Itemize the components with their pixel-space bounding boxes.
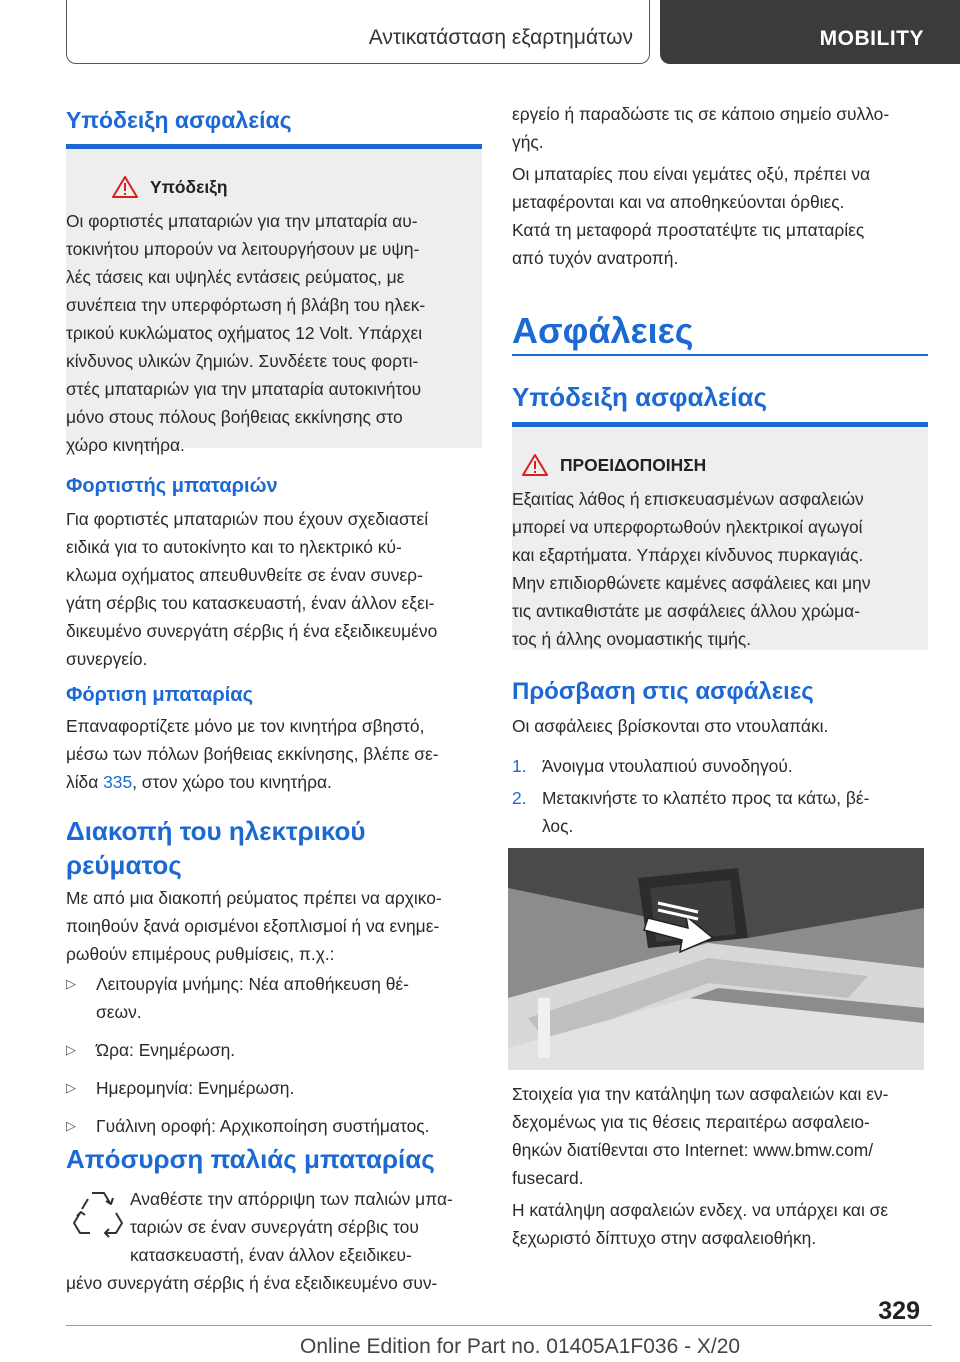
disposal-paragraph <box>130 1185 482 1269</box>
warning-line: τις αντικαθιστάτε με ασφάλειες άλλου χρώμα- <box>512 601 861 621</box>
list-item-text: Γυάλινη οροφή: Αρχικοποίηση συστήματος. <box>96 1116 430 1136</box>
warning-line: τος ή άλλης ονομαστικής τιμής. <box>512 629 752 649</box>
continued-line: Κατά τη μεταφορά προστατέψτε τις μπαταρίες <box>512 220 865 240</box>
step-number: 1. <box>512 756 527 776</box>
warning-line: μπορεί να υπερφορτωθούν ηλεκτρικοί αγωγοί <box>512 517 863 537</box>
after-paragraph <box>512 1080 928 1252</box>
disposal-line: κατασκευαστή, έναν άλλον εξειδικευ- <box>130 1245 412 1265</box>
note-line: χώρο κινητήρα. <box>66 435 185 455</box>
header-chapter-tab <box>660 0 960 64</box>
triangle-bullet-icon: ▷ <box>66 1118 76 1133</box>
charger-heading: Φορτιστής μπαταριών <box>66 475 278 497</box>
charger-line: γάτη σέρβις του κατασκευαστή, έναν άλλον εξει- <box>66 593 435 613</box>
warning-line: Μην επιδιορθώνετε καμένες ασφάλειες και μην <box>512 573 871 593</box>
charger-line: ειδικά για το αυτοκίνητο και το ηλεκτρικό κύ- <box>66 537 402 557</box>
list-item <box>66 1074 482 1102</box>
header-section-tab <box>66 0 650 64</box>
page-link-335[interactable]: 335 <box>103 772 133 792</box>
after-line: Στοιχεία για την κατάληψη των ασφαλειών και εν- <box>512 1084 889 1104</box>
charging-paragraph <box>66 712 482 796</box>
settings-list <box>66 970 482 1140</box>
warning-icon <box>522 453 548 477</box>
continued-paragraph <box>512 100 928 272</box>
continued-line: μεταφέρονται και να αποθηκεύονται όρθιες. <box>512 192 845 212</box>
charging-text: , στον χώρο του κινητήρα. <box>132 772 332 792</box>
access-intro: Οι ασφάλειες βρίσκονται στο ντουλαπάκι. <box>512 716 829 736</box>
disposal-line: μένο συνεργάτη σέρβις ή ένα εξειδικευμένο συν- <box>66 1273 438 1293</box>
steps-list <box>512 752 928 840</box>
safety-heading-right: Υπόδειξη ασφαλείας <box>512 382 768 412</box>
list-item-text: Ώρα: Ενημέρωση. <box>96 1040 236 1060</box>
access-heading: Πρόσβαση στις ασφάλειες <box>512 678 814 705</box>
warning-line: και εξαρτήματα. Υπάρχει κίνδυνος πυρκαγιάς. <box>512 545 864 565</box>
charging-line: μέσω των πόλων βοήθειας εκκίνησης, βλέπε σε- <box>66 744 439 764</box>
note-line: στές μπαταριών για την μπαταρία αυτοκινήτου <box>66 379 422 399</box>
note-line: λές τάσεις και υψηλές εντάσεις ρεύματος, με <box>66 267 405 287</box>
note-line: συνέπεια την υπερφόρτωση ή βλάβη του ηλεκ- <box>66 295 426 315</box>
list-item-text: σεων. <box>96 1002 142 1022</box>
note-box <box>66 144 482 455</box>
safety-heading: Υπόδειξη ασφαλείας <box>66 107 292 133</box>
after-line: fusecard. <box>512 1168 584 1188</box>
charger-line: δικευμένο συνεργάτη σέρβις ή ένα εξειδικευμένο <box>66 621 438 641</box>
note-box-header <box>112 175 228 199</box>
interrupt-heading <box>66 814 366 882</box>
chapter-title: MOBILITY <box>819 27 924 50</box>
section-title: Αντικατάσταση εξαρτημάτων <box>368 26 633 49</box>
step-item <box>512 784 928 840</box>
continued-line: εργείο ή παραδώστε τις σε κάποιο σημείο συλλο- <box>512 104 890 124</box>
glovebox-illustration <box>508 848 924 1070</box>
triangle-bullet-icon: ▷ <box>66 976 76 991</box>
page-number: 329 <box>878 1297 920 1325</box>
charger-line: συνεργείο. <box>66 649 148 669</box>
list-item <box>66 1112 482 1140</box>
note-line: τοκινήτου μπορούν να λειτουργήσουν με υψη- <box>66 239 420 259</box>
charging-text: λίδα <box>66 772 104 792</box>
charging-line <box>66 768 482 796</box>
recycle-icon <box>70 1185 126 1241</box>
note-line: κίνδυνος υλικών ζημιών. Συνδέετε τους φορτι- <box>66 351 419 371</box>
list-item <box>66 1036 482 1064</box>
interrupt-heading-line: ρεύματος <box>66 850 182 880</box>
list-item-text: Ημερομηνία: Ενημέρωση. <box>96 1078 295 1098</box>
continued-line: γής. <box>512 132 544 152</box>
warning-line: Εξαιτίας λάθος ή επισκευασμένων ασφαλειών <box>512 489 864 509</box>
warning-box <box>512 422 928 650</box>
warning-icon <box>112 175 138 199</box>
disposal-line: ταριών σε έναν συνεργάτη σέρβις του <box>130 1217 419 1237</box>
interrupt-line: ρωθούν επιμέρους ρυθμίσεις, π.χ.: <box>66 944 335 964</box>
disposal-line: Αναθέστε την απόρριψη των παλιών μπα- <box>130 1189 453 1209</box>
step-item <box>512 752 928 780</box>
charging-heading: Φόρτιση μπαταρίας <box>66 684 253 706</box>
disposal-heading: Απόσυρση παλιάς μπαταρίας <box>66 1144 435 1174</box>
note-line: μόνο στους πόλους βοήθειας εκκίνησης στο <box>66 407 403 427</box>
interrupt-paragraph <box>66 884 482 968</box>
step-text: Μετακινήστε το κλαπέτο προς τα κάτω, βέ- <box>542 788 870 808</box>
step-text: λος. <box>542 816 574 836</box>
heading-rule <box>512 354 928 356</box>
triangle-bullet-icon: ▷ <box>66 1080 76 1095</box>
warning-box-title: ΠΡΟΕΙΔΟΠΟΙΗΣΗ <box>560 454 707 475</box>
warning-box-header <box>522 453 706 477</box>
after-line: ξεχωριστό δίπτυχο στην ασφαλειοθήκη. <box>512 1228 817 1248</box>
interrupt-line: ποιηθούν ξανά ορισμένοι εξοπλισμοί ή να ενημε- <box>66 916 440 936</box>
footer-edition: Online Edition for Part no. 01405A1F036 - X/20 <box>300 1335 741 1358</box>
fuses-heading: Ασφάλειες <box>512 310 694 351</box>
note-line: Οι φορτιστές μπαταριών για την μπαταρία αυ- <box>66 211 418 231</box>
list-item <box>66 970 482 1026</box>
footer-divider <box>66 1325 932 1326</box>
note-line: τρικού κυκλώματος οχήματος 12 Volt. Υπάρχει <box>66 323 423 343</box>
after-line: θηκών διατίθενται στο Internet: www.bmw.com/ <box>512 1140 874 1160</box>
interrupt-line: Με από μια διακοπή ρεύματος πρέπει να αρχικο- <box>66 888 442 908</box>
glovebox-photo <box>508 848 924 1070</box>
charging-line: Επαναφορτίζετε μόνο με τον κινητήρα σβηστό, <box>66 716 425 736</box>
after-line: δεχομένως για τις θέσεις περαιτέρω ασφαλειο- <box>512 1112 870 1132</box>
triangle-bullet-icon: ▷ <box>66 1042 76 1057</box>
step-number: 2. <box>512 788 527 808</box>
note-box-title: Υπόδειξη <box>150 176 228 197</box>
charger-paragraph <box>66 505 482 673</box>
continued-line: από τυχόν ανατροπή. <box>512 248 679 268</box>
continued-line: Οι μπαταρίες που είναι γεμάτες οξύ, πρέπει να <box>512 164 871 184</box>
interrupt-heading-line: Διακοπή του ηλεκτρικού <box>66 816 366 846</box>
after-line: Η κατάληψη ασφαλειών ενδεχ. να υπάρχει και σε <box>512 1200 889 1220</box>
list-item-text: Λειτουργία μνήμης: Νέα αποθήκευση θέ- <box>96 974 409 994</box>
charger-line: κλωμα οχήματος απευθυνθείτε σε έναν συνερ- <box>66 565 423 585</box>
charger-line: Για φορτιστές μπαταριών που έχουν σχεδιαστεί <box>66 509 429 529</box>
step-text: Άνοιγμα ντουλαπιού συνοδηγού. <box>542 756 793 776</box>
